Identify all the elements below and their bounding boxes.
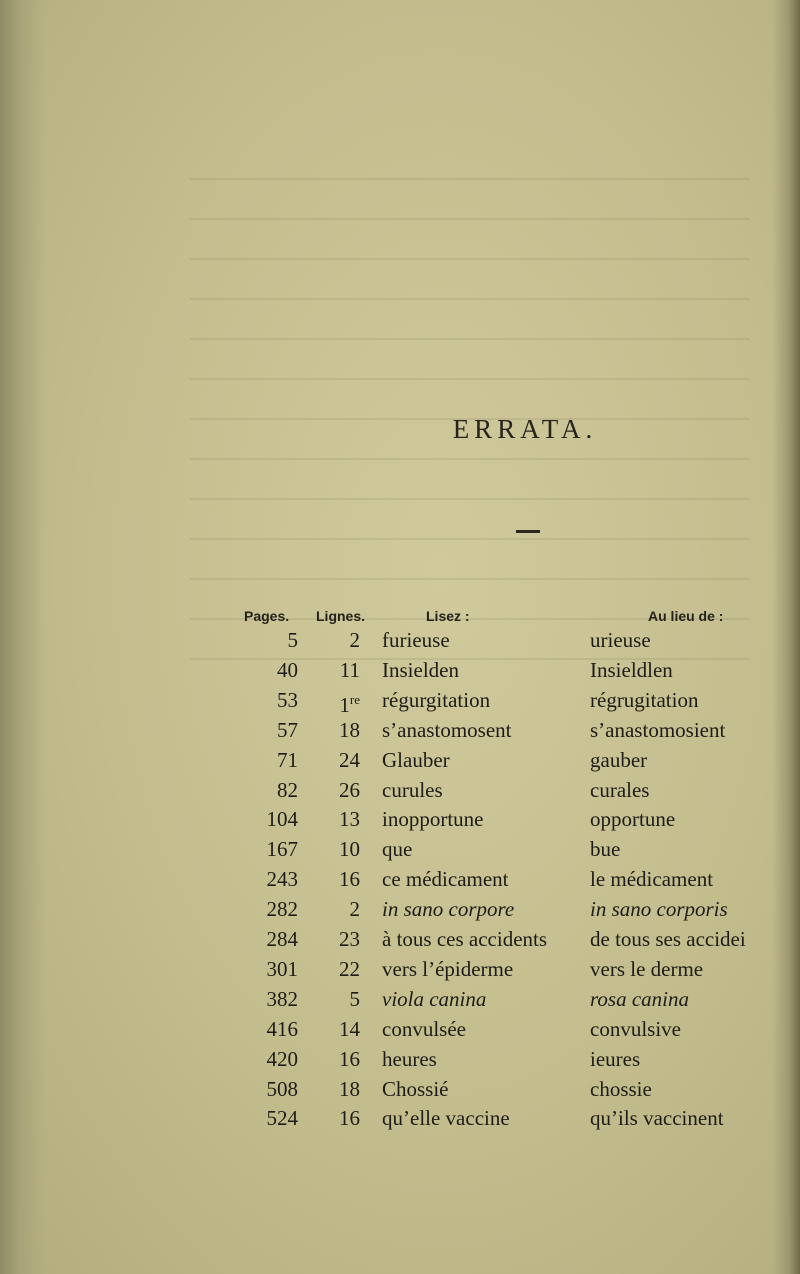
errata-page-number: 524 <box>266 1106 298 1131</box>
errata-erroneous-reading: chossie <box>590 1076 652 1101</box>
errata-correct-reading: curules <box>382 777 443 802</box>
errata-page-number: 301 <box>266 956 298 981</box>
errata-line-value: 1 <box>339 692 350 717</box>
errata-row <box>0 715 800 745</box>
errata-row <box>0 1044 800 1074</box>
errata-line-number <box>310 894 360 924</box>
errata-correct-reading: à tous ces accidents <box>382 927 548 951</box>
errata-line-number <box>310 984 360 1014</box>
errata-line-number <box>310 1014 360 1044</box>
errata-line-value: 2 <box>349 897 360 922</box>
errata-line-number <box>310 745 360 775</box>
errata-line-ordinal: re <box>349 691 360 707</box>
errata-row <box>0 745 800 775</box>
errata-row <box>0 954 800 984</box>
errata-row <box>0 655 800 685</box>
header-read: Lisez : <box>426 608 470 624</box>
errata-page-number: 104 <box>266 807 298 832</box>
errata-correct-reading: in sano corpore <box>382 897 515 922</box>
errata-page-number: 40 <box>277 657 298 682</box>
errata-page-number: 5 <box>287 628 298 652</box>
errata-correct-reading: viola canina <box>382 986 487 1011</box>
errata-correct-reading: régurgitation <box>382 687 491 712</box>
errata-line-value: 11 <box>339 657 360 682</box>
errata-correct-reading: Glauber <box>382 747 450 772</box>
errata-erroneous-reading: convulsive <box>590 1016 681 1041</box>
errata-page-number: 82 <box>277 777 298 802</box>
errata-line-value: 5 <box>349 986 360 1011</box>
errata-correct-reading: Chossié <box>382 1076 449 1101</box>
header-lines: Lignes. <box>316 608 366 624</box>
errata-row <box>0 924 800 954</box>
errata-row <box>0 1074 800 1104</box>
errata-erroneous-reading: rosa canina <box>590 986 689 1011</box>
errata-row <box>0 1014 800 1044</box>
errata-page-number: 167 <box>266 837 298 862</box>
errata-line-value: 14 <box>339 1016 360 1041</box>
errata-line-value: 22 <box>339 956 360 981</box>
errata-page-number: 53 <box>277 687 298 712</box>
errata-row <box>0 775 800 805</box>
errata-row <box>0 1103 800 1133</box>
errata-erroneous-reading: régrugitation <box>590 687 699 712</box>
errata-erroneous-reading: bue <box>590 837 621 862</box>
errata-erroneous-reading: opportune <box>590 807 676 832</box>
errata-correct-reading: ce médicament <box>382 867 509 892</box>
errata-row <box>0 834 800 864</box>
errata-line-number <box>310 804 360 834</box>
errata-page-number: 57 <box>277 717 298 742</box>
errata-erroneous-reading: in sano corporis <box>590 897 728 922</box>
errata-line-number <box>310 954 360 984</box>
errata-row <box>0 864 800 894</box>
errata-line-number <box>310 1044 360 1074</box>
errata-erroneous-reading: le médicament <box>590 867 714 892</box>
errata-erroneous-reading: vers le derme <box>590 956 704 981</box>
errata-erroneous-reading: ieures <box>590 1046 641 1071</box>
errata-row <box>0 804 800 834</box>
bleed-through-text <box>190 140 750 660</box>
errata-page-number: 508 <box>266 1076 298 1101</box>
errata-line-value: 2 <box>349 628 360 652</box>
errata-correct-reading: s’anastomosent <box>382 717 512 742</box>
errata-erroneous-reading: Insieldlen <box>590 657 673 682</box>
errata-line-number <box>310 715 360 745</box>
errata-line-value: 23 <box>339 927 360 951</box>
errata-correct-reading: vers l’épiderme <box>382 956 514 981</box>
header-pages: Pages. <box>244 608 290 624</box>
errata-line-number <box>310 1074 360 1104</box>
errata-correct-reading: inopportune <box>382 807 484 832</box>
errata-line-number <box>310 834 360 864</box>
errata-line-value: 26 <box>339 777 360 802</box>
errata-line-number <box>310 924 360 954</box>
errata-line-number <box>310 655 360 685</box>
errata-line-number <box>310 1103 360 1133</box>
errata-page-number: 284 <box>266 927 298 951</box>
header-instead: Au lieu de : <box>648 608 724 624</box>
errata-line-number <box>310 775 360 805</box>
errata-line-value: 18 <box>339 717 360 742</box>
errata-line-value: 18 <box>339 1076 360 1101</box>
errata-page-number: 243 <box>266 867 298 892</box>
errata-row <box>0 625 800 655</box>
errata-erroneous-reading: gauber <box>590 747 648 772</box>
errata-correct-reading: que <box>382 837 413 862</box>
errata-page-number: 71 <box>277 747 298 772</box>
errata-erroneous-reading: curales <box>590 777 650 802</box>
errata-erroneous-reading: s’anastomosient <box>590 717 726 742</box>
errata-line-number <box>310 864 360 894</box>
errata-page-number: 416 <box>266 1016 298 1041</box>
errata-line-value: 24 <box>339 747 360 772</box>
errata-erroneous-reading: de tous ses accidei <box>590 927 746 951</box>
errata-correct-reading: furieuse <box>382 628 450 652</box>
page-title: ERRATA. <box>452 414 598 444</box>
errata-line-value: 13 <box>339 807 360 832</box>
errata-correct-reading: heures <box>382 1046 437 1071</box>
errata-line-value: 16 <box>339 1106 360 1131</box>
errata-row <box>0 894 800 924</box>
errata-correct-reading: Insielden <box>382 657 459 682</box>
errata-page-number: 420 <box>266 1046 298 1071</box>
errata-correct-reading: convulsée <box>382 1016 466 1041</box>
errata-line-value: 10 <box>339 837 360 862</box>
errata-erroneous-reading: qu’ils vaccinent <box>590 1106 724 1131</box>
errata-erroneous-reading: urieuse <box>590 628 651 652</box>
errata-page-number: 382 <box>266 986 298 1011</box>
errata-line-value: 16 <box>339 867 360 892</box>
title-rule <box>516 530 540 533</box>
errata-row <box>0 685 800 715</box>
errata-line-value: 16 <box>339 1046 360 1071</box>
errata-row <box>0 984 800 1014</box>
errata-correct-reading: qu’elle vaccine <box>382 1106 510 1131</box>
errata-page-number: 282 <box>266 897 298 922</box>
errata-line-number <box>310 625 360 655</box>
